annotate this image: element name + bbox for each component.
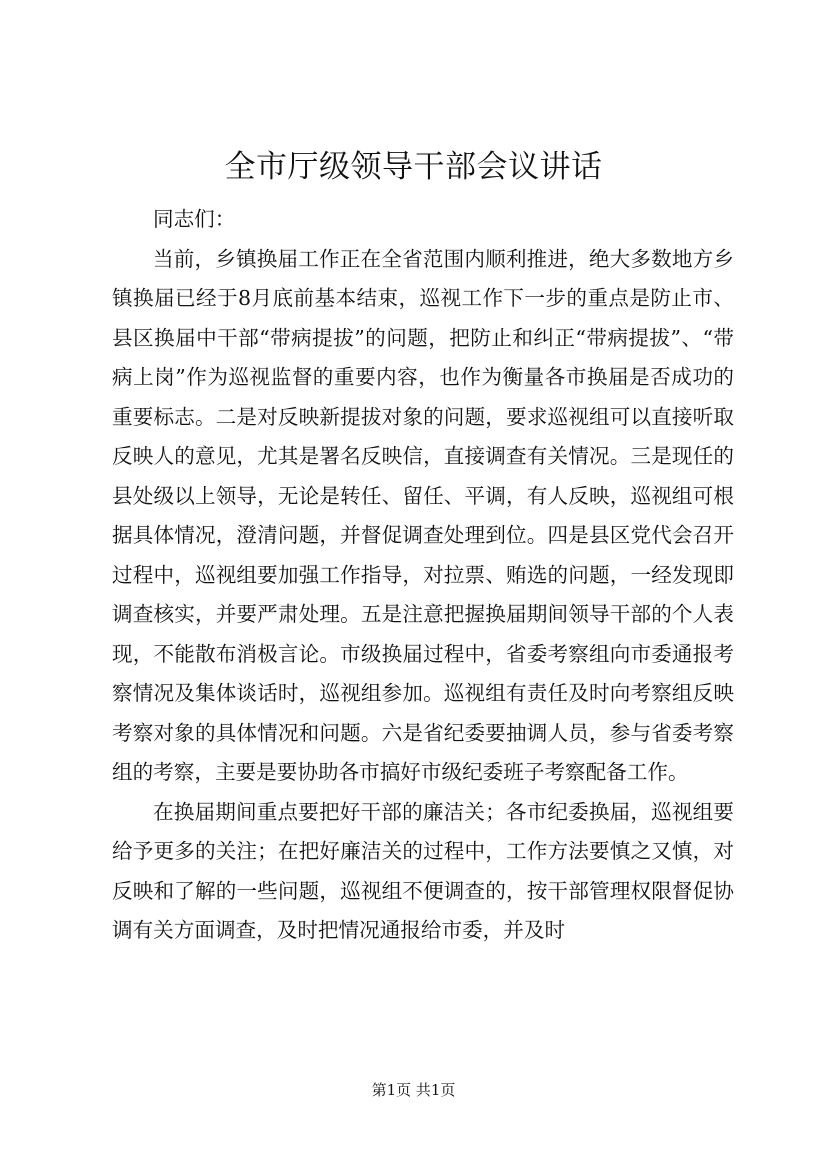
paragraph: 当前，乡镇换届工作正在全省范围内顺利推进，绝大多数地方乡镇换届已经于8月底前基本结束，巡视工作下一步的重点是防止市、县区换届中干部“带病提拔”的问题，把防止和纠正“带病提拔”、“带病上岗”作为巡视监督的重要内容，也作为衡量各市换届是否成功的重要标志。二是对反映新提拔对象的问题，要求巡视组可以直接听取反映人的意见，尤其是署名反映信，直接调查有关情况。三是现任的县处级以上领导，无论是转任、留任、平调，有人反映，巡视组可根据具体情况，澄清问题，并督促调查处理到位。四是县区党代会召开过程中，巡视组要加强工作指导，对拉票、贿选的问题，一经发现即调查核实，并要严肃处理。五是注意把握换届期间领导干部的个人表现，不能散布消极言论。市级换届过程中，省委考察组向市委通报考察情况及集体谈话时，巡视组参加。巡视组有责任及时向考察组反映考察对象的具体情况和问题。六是省纪委要抽调人员，参与省委考察组的考察，主要是要协助各市搞好市级纪委班子考察配备工作。 bbox=[112, 246, 734, 784]
salutation: 同志们： bbox=[153, 207, 236, 231]
document-body bbox=[112, 200, 734, 951]
document-title: 全市厅级领导干部会议讲话 bbox=[224, 149, 603, 185]
paragraph: 在换届期间重点要把好干部的廉洁关；各市纪委换届，巡视组要给予更多的关注；在把好廉洁关的过程中，工作方法要慎之又慎，对反映和了解的一些问题，巡视组不便调查的，按干部管理权限督促协调有关方面调查，及时把情况通报给市委，并及时 bbox=[112, 799, 734, 942]
page-number-footer: 第1页 共1页 bbox=[371, 1081, 456, 1099]
